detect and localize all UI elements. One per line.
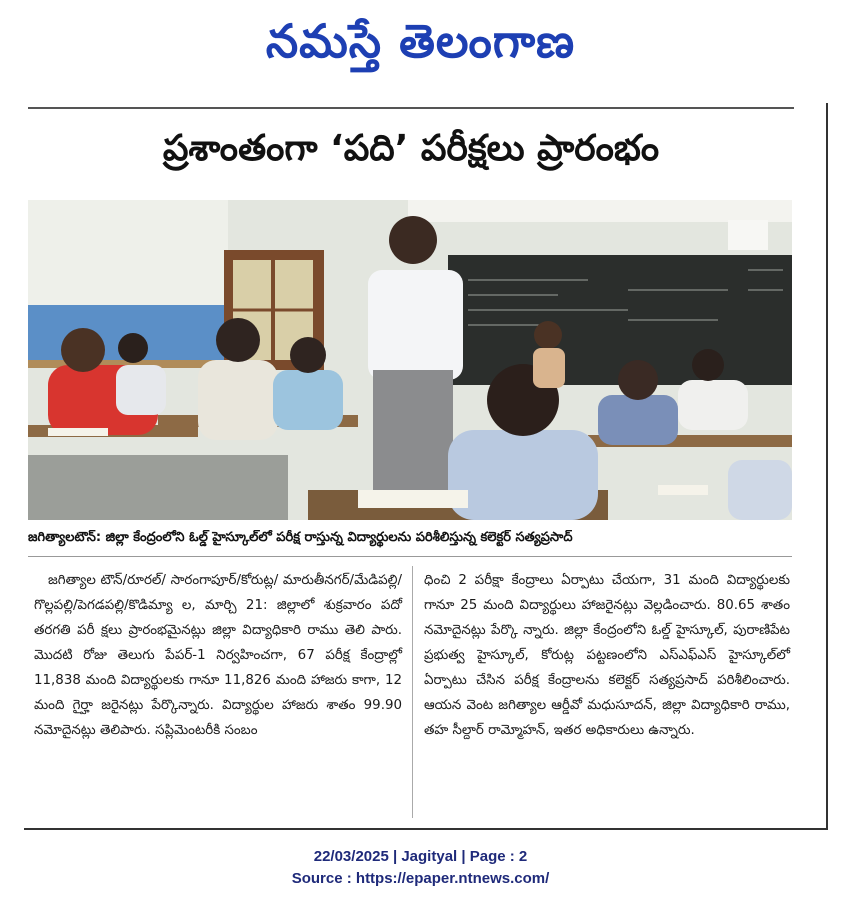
divider (28, 107, 794, 109)
article-column-right: ధించి 2 పరీక్షా కేంద్రాలు ఏర్పాటు చేయగా, 31 మంది విద్యార్థులకు గానూ 25 మంది విద్యార్థులు హాజరైనట్లు వెల్లడించారు. 80.65 శాతం నమోదైనట్లు పేర్కొ న్నారు. జిల్లా కేంద్రంలోని ఓల్డ్ హైస్కూల్, పురాణిపేట ప్రభుత్వ హైస్కూల్, కోరుట్ల పట్టణంలోని ఎస్‌ఎఫ్‌ఎస్ హైస్కూల్‌లో ఏర్పాటు చేసిన పరీక్ష కేంద్రాలను కలెక్టర్ సత్యప్రసాద్ పరిశీలించారు. ఆయన వెంట జగిత్యాల ఆర్డీవో మధుసూదన్, జిల్లా విద్యాధికారి రాము, తహ సీల్దార్ రామ్మోహన్, ఇతర అధికారులు ఉన్నారు. (424, 573, 790, 738)
photo-caption (28, 526, 792, 552)
divider (28, 556, 792, 557)
masthead (0, 6, 841, 76)
source-footer (0, 846, 841, 890)
article-column-left: జగిత్యాల టౌన్/రూరల్/ సారంగాపూర్/కోరుట్ల/ మారుతీనగర్/మేడిపల్లి/గొల్లపల్లి/పెగడపల్లి/కొడిమ్యా ల, మార్చి 21: జిల్లాలో శుక్రవారం పదో తరగతి పరీ క్షలు ప్రారంభమైనట్లు జిల్లా విద్యాధికారి రాము తెలి పారు. మొదటి రోజు తెలుగు పేపర్-1 నిర్వహించగా, 67 పరీక్ష కేంద్రాల్లో 11,838 మంది విద్యార్థులకు గానూ 11,826 మంది హాజరు కాగా, 12 మంది గైర్హా జరైనట్లు పేర్కొన్నారు. విద్యార్థుల హాజరు శాతం 99.90 నమోదైనట్లు తెలిపారు. సప్లిమెంటరీకి సంబం (34, 573, 402, 738)
footer-source-link[interactable]: Source : https://epaper.ntnews.com/ (291, 870, 550, 887)
article-headline (28, 112, 794, 194)
classroom-photo (28, 200, 792, 520)
footer-date-line: 22/03/2025 | Jagityal | Page : 2 (313, 848, 528, 865)
column-divider (412, 566, 413, 818)
article-photo (28, 200, 792, 520)
headline-text: ప్రశాంతంగా ‘పది’ పరీక్షలు ప్రారంభం (162, 128, 660, 169)
newspaper-logo: నమస్తే తెలంగాణ (265, 14, 576, 68)
caption-text: జగిత్యాలటౌన్: జిల్లా కేంద్రంలోని ఓల్డ్ హైస్కూల్‌లో పరీక్ష రాస్తున్న విద్యార్థులను పరిశీలిస్తున్న కలెక్టర్ సత్యప్రసాద్ (28, 530, 573, 545)
